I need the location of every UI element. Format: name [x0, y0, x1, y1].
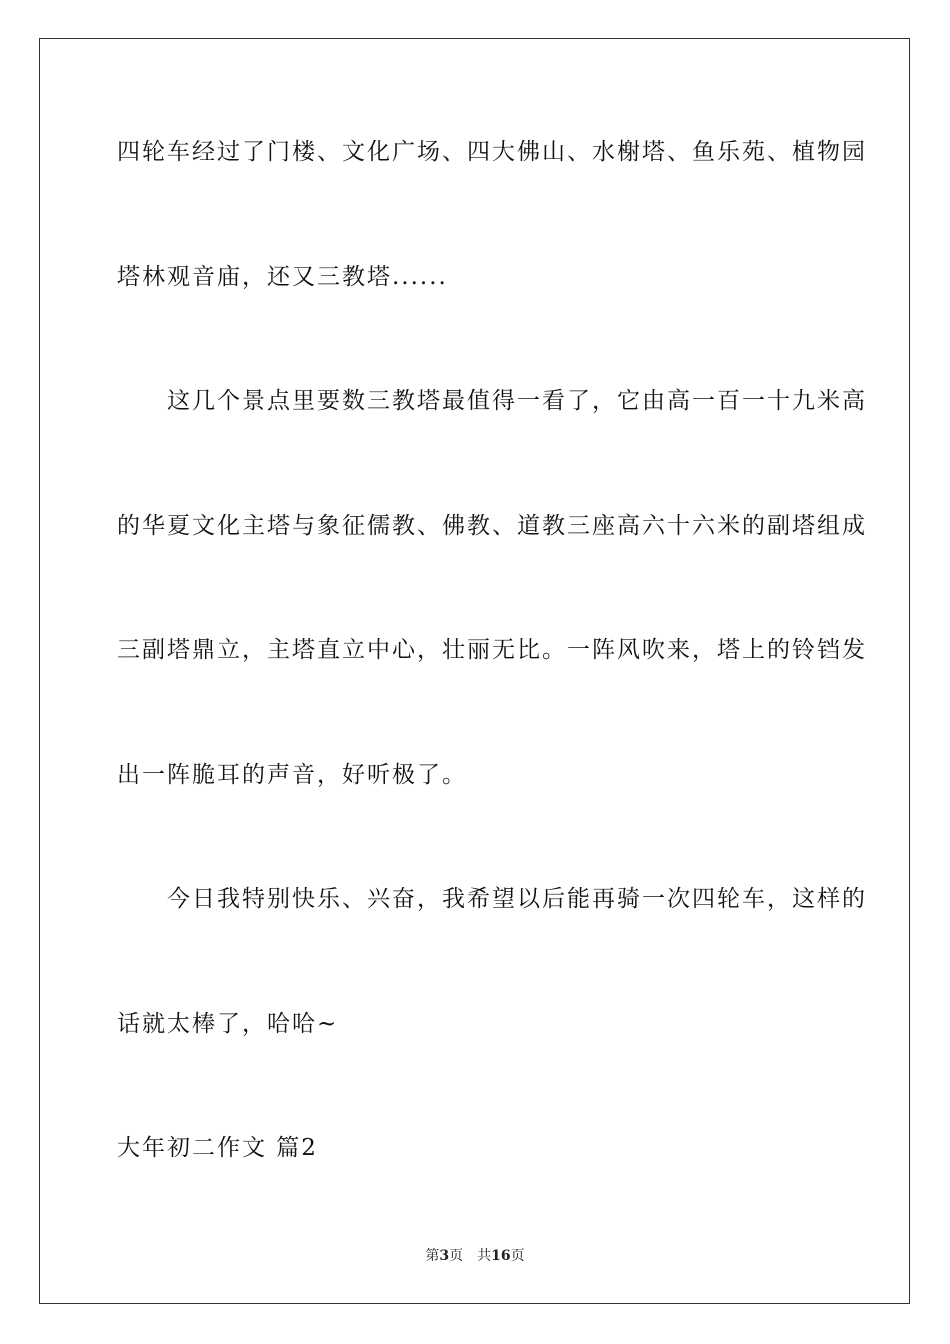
text-line: 出一阵脆耳的声音，好听极了。 [117, 762, 467, 788]
footer-total-prefix: 共 [477, 1248, 492, 1264]
text-line: 今日我特别快乐、兴奋，我希望以后能再骑一次四轮车，这样的 [117, 886, 867, 912]
footer-page-word: 页 [449, 1248, 464, 1264]
text-line: 的华夏文化主塔与象征儒教、佛教、道教三座高六十六米的副塔组成 [117, 513, 867, 539]
page-frame [39, 38, 910, 1304]
page-footer [0, 1246, 950, 1266]
text-line: 三副塔鼎立，主塔直立中心，壮丽无比。一阵风吹来，塔上的铃铛发 [117, 637, 867, 663]
footer-total-suffix: 页 [510, 1248, 525, 1264]
total-pages-number: 16 [491, 1248, 511, 1264]
text-line: 话就太棒了，哈哈~ [117, 1011, 339, 1037]
text-line: 塔林观音庙，还又三教塔...... [117, 264, 448, 290]
current-page-number: 3 [439, 1248, 450, 1264]
text-line: 四轮车经过了门楼、文化广场、四大佛山、水榭塔、鱼乐苑、植物园 [117, 139, 867, 165]
text-line: 这几个景点里要数三教塔最值得一看了，它由高一百一十九米高 [117, 388, 867, 414]
footer-prefix: 第 [425, 1248, 440, 1264]
section-heading: 大年初二作文 篇2 [117, 1135, 318, 1161]
